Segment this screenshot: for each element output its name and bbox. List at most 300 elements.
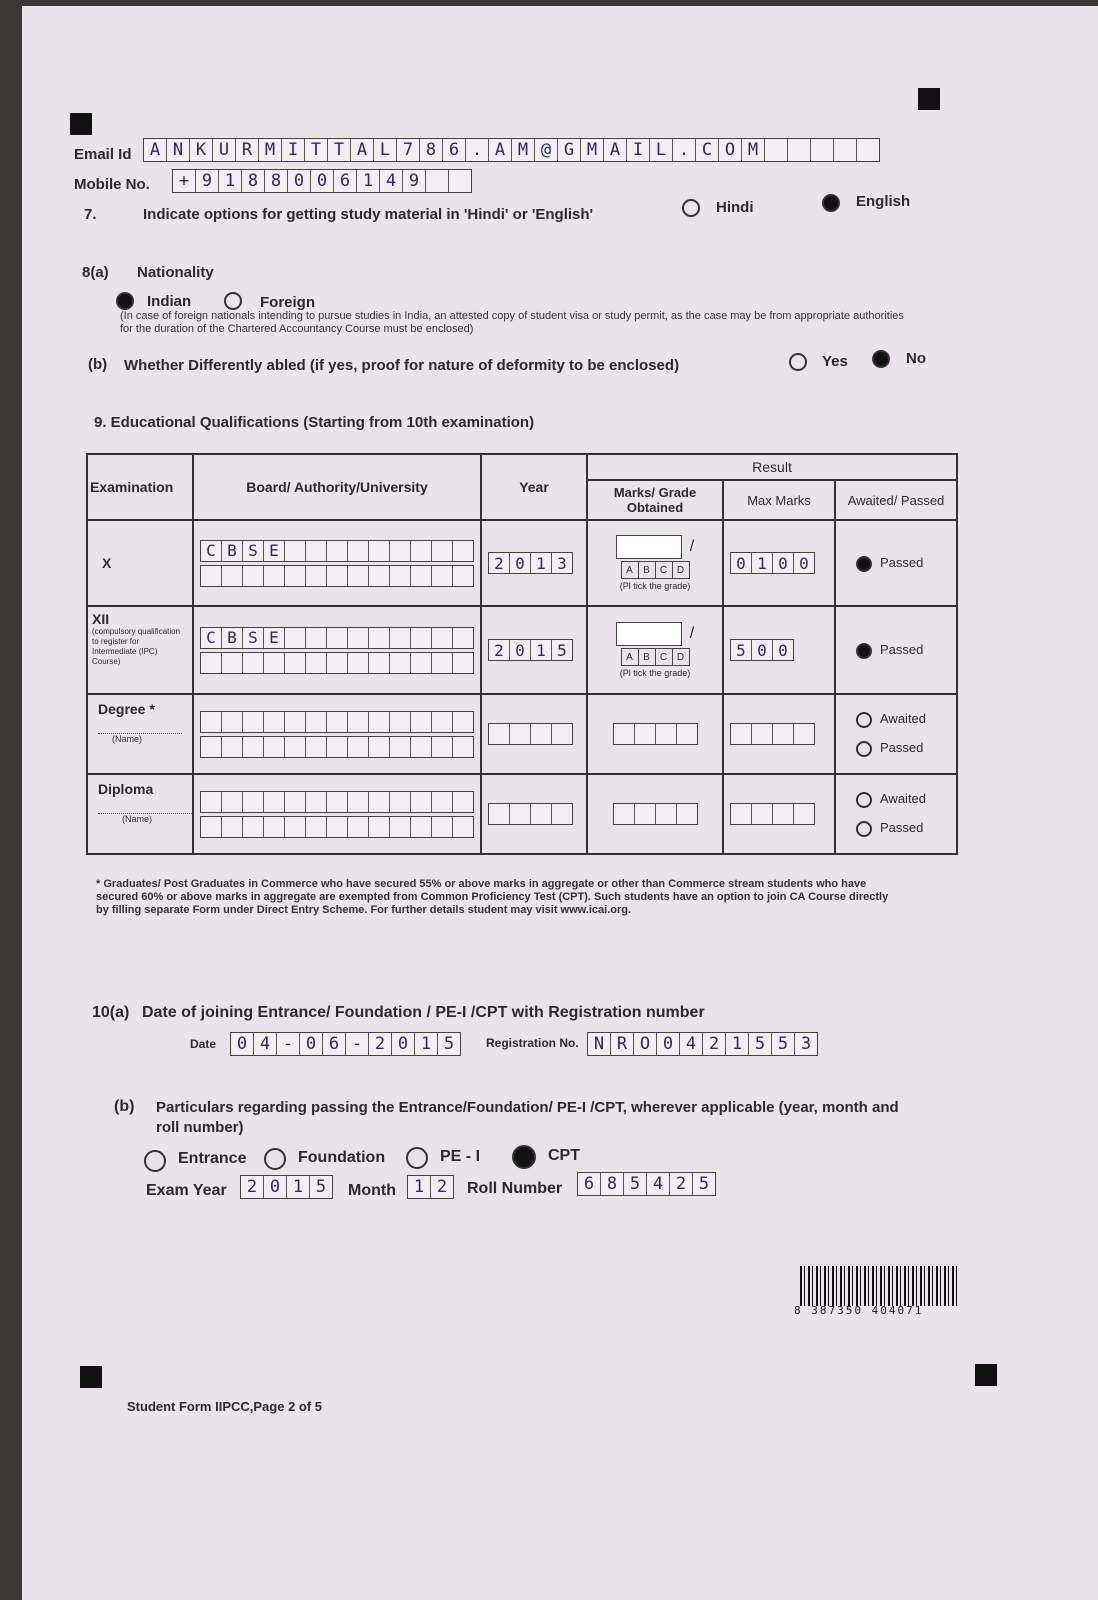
char-box[interactable] — [243, 737, 264, 757]
char-box[interactable]: 0 — [799, 553, 809, 573]
char-box[interactable] — [201, 817, 222, 837]
char-box[interactable]: 0 — [311, 170, 334, 192]
char-box[interactable]: 0 — [778, 640, 788, 660]
char-box[interactable] — [306, 712, 327, 732]
nationality-heading: Nationality — [137, 264, 214, 281]
char-box[interactable]: 0 — [264, 1176, 287, 1198]
char-box[interactable]: E — [264, 628, 285, 648]
char-box[interactable]: T — [328, 139, 351, 161]
char-box[interactable]: 2 — [369, 1033, 392, 1055]
char-box[interactable] — [348, 792, 369, 812]
char-box[interactable] — [794, 804, 814, 824]
char-box[interactable] — [453, 566, 473, 586]
char-box[interactable] — [453, 712, 473, 732]
char-box[interactable] — [432, 712, 453, 732]
char-box[interactable]: 8 — [265, 170, 288, 192]
char-box[interactable] — [432, 566, 453, 586]
char-box[interactable]: 2 — [703, 1033, 726, 1055]
char-box[interactable] — [327, 712, 348, 732]
char-box[interactable] — [432, 737, 453, 757]
registration-mark — [70, 113, 92, 135]
char-box[interactable]: 2 — [436, 1177, 448, 1197]
char-box[interactable] — [369, 737, 390, 757]
char-box[interactable] — [510, 724, 531, 744]
degree-marks-field[interactable] — [613, 723, 698, 745]
char-box[interactable]: 5 — [624, 1173, 647, 1195]
char-box[interactable] — [510, 804, 531, 824]
char-box[interactable] — [369, 653, 390, 673]
char-box[interactable]: O — [634, 1033, 657, 1055]
char-box[interactable] — [432, 653, 453, 673]
char-box[interactable]: 0 — [510, 640, 531, 660]
char-box[interactable]: 4 — [680, 1033, 703, 1055]
char-box[interactable] — [390, 653, 411, 673]
disabled-yes-label: Yes — [822, 353, 848, 370]
col-examination: Examination — [87, 454, 193, 520]
char-box[interactable]: - — [346, 1033, 369, 1055]
char-box[interactable] — [306, 541, 327, 561]
char-box[interactable]: 1 — [531, 640, 552, 660]
char-box[interactable]: 5 — [698, 1174, 710, 1194]
char-box[interactable] — [306, 792, 327, 812]
char-box[interactable] — [453, 541, 473, 561]
xii-passed-radio[interactable] — [856, 643, 872, 659]
diploma-board-field-2[interactable] — [200, 816, 474, 838]
char-box[interactable] — [677, 724, 697, 744]
indian-radio[interactable] — [116, 292, 134, 310]
foundation-radio[interactable] — [264, 1148, 286, 1170]
char-box[interactable] — [348, 712, 369, 732]
char-box[interactable]: M — [581, 139, 604, 161]
char-box[interactable] — [531, 724, 552, 744]
char-box[interactable]: M — [259, 139, 282, 161]
degree-board-field[interactable] — [200, 711, 474, 733]
char-box[interactable] — [752, 724, 773, 744]
char-box[interactable]: 6 — [578, 1173, 601, 1195]
char-box[interactable]: C — [201, 541, 222, 561]
grade-option[interactable]: D — [676, 564, 685, 576]
char-box[interactable] — [390, 712, 411, 732]
char-box[interactable]: A — [489, 139, 512, 161]
char-box[interactable] — [201, 712, 222, 732]
char-box[interactable]: 1 — [531, 553, 552, 573]
char-box[interactable]: 0 — [752, 640, 773, 660]
char-box[interactable]: M — [512, 139, 535, 161]
cpt-label: CPT — [548, 1147, 580, 1164]
char-box[interactable] — [264, 712, 285, 732]
char-box[interactable] — [327, 628, 348, 648]
char-box[interactable] — [201, 792, 222, 812]
x-grade-boxes[interactable] — [621, 561, 690, 579]
char-box[interactable] — [788, 139, 811, 161]
entrance-label: Entrance — [178, 1150, 247, 1167]
char-box[interactable]: A — [351, 139, 374, 161]
char-box[interactable] — [794, 724, 814, 744]
char-box[interactable]: I — [627, 139, 650, 161]
char-box[interactable]: + — [173, 170, 196, 192]
page-footer: Student Form IIPCC,Page 2 of 5 — [127, 1399, 323, 1414]
char-box[interactable] — [390, 817, 411, 837]
col-awaited-passed: Awaited/ Passed — [835, 480, 957, 520]
char-box[interactable]: 6 — [323, 1033, 346, 1055]
char-box[interactable]: 0 — [392, 1033, 415, 1055]
char-box[interactable]: 2 — [670, 1173, 693, 1195]
char-box[interactable] — [348, 541, 369, 561]
char-box[interactable]: N — [588, 1033, 611, 1055]
grade-option[interactable]: A — [622, 562, 639, 578]
email-field[interactable] — [143, 138, 880, 162]
char-box[interactable] — [731, 724, 752, 744]
char-box[interactable] — [369, 792, 390, 812]
char-box[interactable] — [489, 804, 510, 824]
char-box[interactable]: 7 — [397, 139, 420, 161]
char-box[interactable]: 0 — [657, 1033, 680, 1055]
char-box[interactable] — [327, 817, 348, 837]
q10b-text: Particulars regarding passing the Entrance/Foundation/ PE-I /CPT, wherever applicable (year, month and roll number) — [156, 1099, 899, 1136]
diploma-max-marks-field[interactable] — [730, 803, 815, 825]
cpt-radio[interactable] — [512, 1145, 536, 1169]
char-box[interactable] — [348, 737, 369, 757]
char-box[interactable] — [264, 566, 285, 586]
char-box[interactable]: 1 — [415, 1033, 438, 1055]
char-box[interactable]: B — [222, 628, 243, 648]
char-box[interactable] — [222, 792, 243, 812]
char-box[interactable]: K — [190, 139, 213, 161]
mobile-field[interactable] — [172, 169, 472, 193]
pe1-label: PE - I — [440, 1148, 481, 1165]
char-box[interactable] — [369, 817, 390, 837]
char-box[interactable]: 4 — [380, 170, 403, 192]
grade-option[interactable]: B — [639, 562, 656, 578]
char-box[interactable] — [285, 737, 306, 757]
char-box[interactable]: 2 — [489, 553, 510, 573]
grade-option[interactable]: C — [656, 649, 673, 665]
char-box[interactable] — [552, 804, 572, 824]
char-box[interactable] — [531, 804, 552, 824]
char-box[interactable] — [222, 817, 243, 837]
char-box[interactable] — [432, 628, 453, 648]
char-box[interactable] — [432, 792, 453, 812]
char-box[interactable]: 2 — [489, 640, 510, 660]
roll-number-field[interactable] — [577, 1172, 716, 1196]
char-box[interactable] — [306, 566, 327, 586]
x-board-field-2[interactable] — [200, 565, 474, 587]
char-box[interactable] — [264, 737, 285, 757]
char-box[interactable]: 0 — [231, 1033, 254, 1055]
degree-name-label: (Name) — [98, 733, 182, 744]
char-box[interactable]: C — [201, 628, 222, 648]
diploma-passed-label: Passed — [880, 820, 924, 835]
char-box[interactable] — [285, 817, 306, 837]
char-box[interactable] — [635, 724, 656, 744]
char-box[interactable]: 8 — [601, 1173, 624, 1195]
char-box[interactable] — [752, 804, 773, 824]
char-box[interactable] — [453, 792, 473, 812]
disabled-yes-radio[interactable] — [789, 353, 807, 371]
char-box[interactable]: 1 — [726, 1033, 749, 1055]
x-board-field[interactable] — [200, 540, 474, 562]
char-box[interactable]: . — [466, 139, 489, 161]
table-row-diploma — [87, 774, 957, 854]
char-box[interactable]: L — [650, 139, 673, 161]
char-box[interactable] — [390, 792, 411, 812]
char-box[interactable] — [243, 653, 264, 673]
char-box[interactable]: 5 — [557, 640, 567, 660]
char-box[interactable] — [348, 817, 369, 837]
hindi-radio[interactable] — [682, 199, 700, 217]
char-box[interactable] — [222, 653, 243, 673]
grade-option[interactable]: A — [622, 649, 639, 665]
char-box[interactable] — [348, 628, 369, 648]
char-box[interactable] — [731, 804, 752, 824]
char-box[interactable]: B — [222, 541, 243, 561]
char-box[interactable] — [285, 712, 306, 732]
char-box[interactable] — [773, 804, 794, 824]
degree-awaited-radio[interactable] — [856, 712, 872, 728]
char-box[interactable]: 8 — [242, 170, 265, 192]
char-box[interactable] — [390, 566, 411, 586]
char-box[interactable] — [411, 653, 432, 673]
char-box[interactable] — [285, 653, 306, 673]
char-box[interactable] — [656, 724, 677, 744]
char-box[interactable]: 1 — [408, 1176, 431, 1198]
char-box[interactable]: 0 — [731, 553, 752, 573]
graduates-footnote: * Graduates/ Post Graduates in Commerce who have secured 55% or above marks in aggregate or other than Commerce stream students who have secured 60% or above marks in aggregate are exempted from Common Proficiency Test (CPT). Such students have an option to join CA Course directly by filling separate Form under Direct Entry Scheme. For further details student may visit www.icai.org. — [96, 878, 889, 916]
char-box[interactable]: 5 — [443, 1034, 455, 1054]
char-box[interactable]: L — [374, 139, 397, 161]
char-box[interactable] — [453, 628, 473, 648]
char-box[interactable] — [243, 712, 264, 732]
char-box[interactable]: 0 — [288, 170, 311, 192]
char-box[interactable]: N — [167, 139, 190, 161]
x-status: Passed — [880, 555, 924, 571]
char-box[interactable] — [453, 737, 473, 757]
char-box[interactable]: A — [604, 139, 627, 161]
char-box[interactable] — [264, 653, 285, 673]
char-box[interactable] — [432, 541, 453, 561]
char-box[interactable] — [285, 541, 306, 561]
char-box[interactable]: O — [719, 139, 742, 161]
char-box[interactable]: 1 — [357, 170, 380, 192]
degree-board-field-2[interactable] — [200, 736, 474, 758]
char-box[interactable] — [857, 139, 879, 161]
char-box[interactable]: E — [264, 541, 285, 561]
q10a-number: 10(a) — [92, 1004, 130, 1021]
char-box[interactable] — [453, 653, 473, 673]
char-box[interactable] — [243, 566, 264, 586]
foundation-label: Foundation — [298, 1149, 386, 1166]
exam-degree: Degree * — [98, 701, 155, 717]
char-box[interactable] — [285, 792, 306, 812]
char-box[interactable] — [411, 737, 432, 757]
char-box[interactable]: 0 — [773, 553, 794, 573]
char-box[interactable] — [306, 737, 327, 757]
char-box[interactable] — [306, 628, 327, 648]
month-field[interactable] — [407, 1175, 454, 1199]
registration-number-field[interactable] — [587, 1032, 818, 1056]
xii-year-field[interactable] — [488, 639, 573, 661]
char-box[interactable]: S — [243, 628, 264, 648]
pe1-radio[interactable] — [406, 1147, 428, 1169]
x-max-marks-field[interactable] — [730, 552, 815, 574]
char-box[interactable]: 9 — [196, 170, 219, 192]
char-box[interactable] — [449, 170, 471, 192]
degree-max-marks-field[interactable] — [730, 723, 815, 745]
char-box[interactable] — [201, 566, 222, 586]
exam-year-field[interactable] — [240, 1175, 333, 1199]
char-box[interactable]: 6 — [334, 170, 357, 192]
char-box[interactable] — [390, 628, 411, 648]
char-box[interactable] — [348, 566, 369, 586]
char-box[interactable]: 1 — [752, 553, 773, 573]
x-passed-radio[interactable] — [856, 556, 872, 572]
x-year-field[interactable] — [488, 552, 573, 574]
xii-note: (compulsory qualification to register for Intermediate (IPC) Course) — [92, 627, 181, 666]
char-box[interactable] — [222, 737, 243, 757]
char-box[interactable] — [285, 566, 306, 586]
char-box[interactable] — [453, 817, 473, 837]
char-box[interactable]: C — [696, 139, 719, 161]
grade-option[interactable]: C — [656, 562, 673, 578]
exam-year-label: Exam Year — [146, 1182, 227, 1199]
char-box[interactable] — [390, 541, 411, 561]
english-radio[interactable] — [822, 194, 840, 212]
xii-max-marks-field[interactable] — [730, 639, 794, 661]
degree-passed-radio[interactable] — [856, 741, 872, 757]
diploma-year-field[interactable] — [488, 803, 573, 825]
char-box[interactable]: 5 — [772, 1033, 795, 1055]
table-row-x: X C B S E 2 0 1 3 / A B C D (Pl tick the grade) 0 1 0 0 Passed — [87, 520, 957, 606]
char-box[interactable] — [327, 653, 348, 673]
char-box[interactable] — [306, 653, 327, 673]
char-box[interactable]: 4 — [647, 1173, 670, 1195]
char-box[interactable] — [765, 139, 788, 161]
char-box[interactable] — [201, 653, 222, 673]
char-box[interactable] — [222, 566, 243, 586]
char-box[interactable]: 1 — [287, 1176, 310, 1198]
char-box[interactable]: S — [243, 541, 264, 561]
char-box[interactable]: @ — [535, 139, 558, 161]
char-box[interactable] — [243, 817, 264, 837]
char-box[interactable]: 0 — [510, 553, 531, 573]
char-box[interactable] — [411, 792, 432, 812]
diploma-awaited-radio[interactable] — [856, 792, 872, 808]
entrance-radio[interactable] — [144, 1150, 166, 1172]
disabled-no-radio[interactable] — [872, 350, 890, 368]
char-box[interactable] — [656, 804, 677, 824]
char-box[interactable]: 2 — [241, 1176, 264, 1198]
char-box[interactable]: T — [305, 139, 328, 161]
char-box[interactable]: 9 — [403, 170, 426, 192]
xii-board-field[interactable] — [200, 627, 474, 649]
registration-mark — [918, 88, 940, 110]
char-box[interactable] — [285, 628, 306, 648]
barcode — [800, 1266, 958, 1306]
xii-marks-redacted — [616, 622, 682, 646]
char-box[interactable] — [411, 817, 432, 837]
char-box[interactable]: A — [144, 139, 167, 161]
xii-board-field-2[interactable] — [200, 652, 474, 674]
char-box[interactable] — [327, 566, 348, 586]
char-box[interactable] — [327, 792, 348, 812]
char-box[interactable] — [243, 792, 264, 812]
char-box[interactable]: I — [282, 139, 305, 161]
char-box[interactable] — [677, 804, 697, 824]
grade-option[interactable]: B — [639, 649, 656, 665]
diploma-name-label: (Name) — [98, 813, 192, 824]
char-box[interactable]: 5 — [731, 640, 752, 660]
char-box[interactable]: 5 — [315, 1177, 327, 1197]
char-box[interactable] — [201, 737, 222, 757]
char-box[interactable]: 1 — [219, 170, 242, 192]
char-box[interactable] — [426, 170, 449, 192]
char-box[interactable] — [635, 804, 656, 824]
char-box[interactable] — [369, 566, 390, 586]
char-box[interactable] — [390, 737, 411, 757]
char-box[interactable]: 8 — [420, 139, 443, 161]
char-box[interactable] — [369, 712, 390, 732]
char-box[interactable] — [834, 139, 857, 161]
char-box[interactable] — [411, 541, 432, 561]
char-box[interactable]: 5 — [749, 1033, 772, 1055]
char-box[interactable]: U — [213, 139, 236, 161]
diploma-board-field[interactable] — [200, 791, 474, 813]
char-box[interactable] — [489, 724, 510, 744]
char-box[interactable] — [369, 541, 390, 561]
char-box[interactable]: . — [673, 139, 696, 161]
char-box[interactable] — [264, 817, 285, 837]
char-box[interactable] — [411, 712, 432, 732]
char-box[interactable]: M — [742, 139, 765, 161]
foreign-radio[interactable] — [224, 292, 242, 310]
char-box[interactable]: R — [611, 1033, 634, 1055]
diploma-marks-field[interactable] — [613, 803, 698, 825]
char-box[interactable]: 0 — [300, 1033, 323, 1055]
char-box[interactable] — [411, 566, 432, 586]
char-box[interactable]: - — [277, 1033, 300, 1055]
char-box[interactable] — [614, 804, 635, 824]
char-box[interactable] — [552, 724, 572, 744]
char-box[interactable]: 3 — [557, 553, 567, 573]
q9-heading: 9. Educational Qualifications (Starting from 10th examination) — [94, 414, 535, 431]
char-box[interactable]: 4 — [254, 1033, 277, 1055]
diploma-passed-radio[interactable] — [856, 821, 872, 837]
char-box[interactable]: R — [236, 139, 259, 161]
char-box[interactable] — [369, 628, 390, 648]
char-box[interactable] — [264, 792, 285, 812]
char-box[interactable]: G — [558, 139, 581, 161]
char-box[interactable] — [773, 724, 794, 744]
char-box[interactable] — [614, 724, 635, 744]
char-box[interactable] — [327, 737, 348, 757]
char-box[interactable]: 3 — [800, 1034, 812, 1054]
x-grade-note: (Pl tick the grade) — [619, 581, 691, 591]
char-box[interactable] — [327, 541, 348, 561]
char-box[interactable] — [811, 139, 834, 161]
char-box[interactable]: 6 — [443, 139, 466, 161]
char-box[interactable] — [432, 817, 453, 837]
xii-grade-boxes[interactable] — [621, 648, 690, 666]
join-date-field[interactable] — [230, 1032, 461, 1056]
char-box[interactable] — [411, 628, 432, 648]
char-box[interactable] — [306, 817, 327, 837]
char-box[interactable] — [222, 712, 243, 732]
char-box[interactable] — [348, 653, 369, 673]
grade-option[interactable]: D — [676, 651, 685, 663]
xii-grade-note: (Pl tick the grade) — [619, 668, 691, 678]
table-row-degree — [87, 694, 957, 774]
degree-year-field[interactable] — [488, 723, 573, 745]
